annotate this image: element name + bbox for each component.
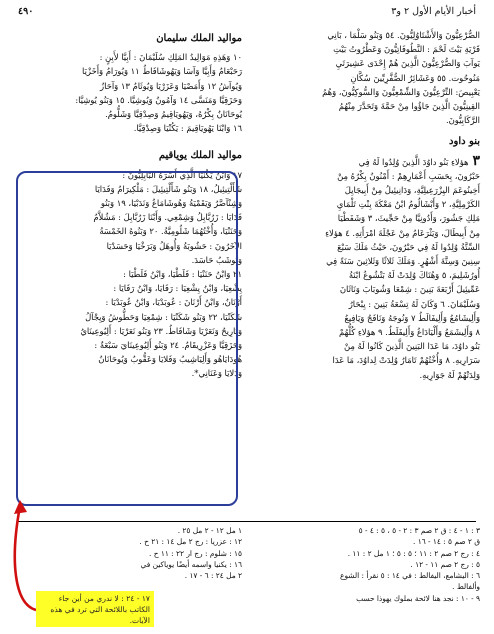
text-line: يِشْعِيَا، وَابْنُ يِشْعِيَا : رَفَايَا، وَابْنُ رَفَايَا : bbox=[113, 283, 242, 294]
text-line: وَأَلِيشَامُعُ وَأَلِيفَالَطُ ٧ وَنُوجَهُ وَنَافَجُ وَيَافِيعُ bbox=[344, 312, 480, 323]
text-line: ١٧ وَابْنُ يَكُنْيَا الَّذِي أَسَرَهُ البَابِلِيُّونَ : bbox=[122, 169, 242, 180]
text-line: عَمِّيئِيلَ أَرْبَعَةَ بَنِينَ : شِمْعَا وَشُوبَابَ وَنَاثَانَ bbox=[339, 284, 480, 295]
text-line: فَدَايَا : زَرُبَّابِلُ وَشِمْعِي. وَأَبْنَا زَرُبَّابِلَ : مَشُلاَّمُ bbox=[93, 212, 242, 223]
footnote-line: وألفالط . bbox=[452, 582, 480, 592]
right-column-body-text bbox=[252, 154, 480, 382]
footnote-line: ق ٢ صم ٥ : ١٤ - ١٦ . bbox=[413, 537, 480, 547]
footnote-line: ٥ : رج ٢ صم ١١ - ١٢ . bbox=[410, 559, 480, 569]
footnote-line: ٩ - ١٠ : نجد هنا لائحة بملوك يهوذا حسب bbox=[356, 593, 480, 603]
text-line: الآخَرُونَ : حَشُوبَةُ وَأُوهَلُ وَبَرَخْيَا وَحَسَدْيَا bbox=[106, 240, 242, 251]
text-line: ٢١ وَابْنُ حَنَنْيَا : فَلَطْيَا، وَابْنُ فَلَطْيَا : bbox=[123, 269, 242, 280]
text-line-content: هؤلاءِ بَنُو داوُدَ الَّذِينَ وُلِدُوا لَهُ فِي bbox=[358, 156, 469, 167]
page-number: ٤٩٠ bbox=[18, 6, 34, 17]
footnote-line: ١٢ : عزريا : رج ٢ مل ١٤ : ٢١ ح . bbox=[139, 537, 242, 547]
text-line: حَبْرُونَ، بِحَسَبِ أَعْمَارِهِمْ : أَمْنُونُ بِكْرُهُ مِنْ bbox=[337, 170, 480, 181]
text-line: مِنْ أَبِيطَالَ، وَيَثْرَعَامُ مِنْ عَجْلَةَ امْرَأَتِهِ. ٤ هؤلاءِ bbox=[325, 227, 480, 238]
text-line: بَنُو داوُدَ، مَا عَدَا البَنِينَ الَّذِينَ كَانُوا لَهُ مِنْ bbox=[343, 341, 480, 352]
text-line: ١٠ وَهَذِهِ مَوَالِيدُ المَلِكِ سُلَيْمَانَ : أَبِيَّا لأَبِنٍ : bbox=[99, 52, 242, 63]
highlight-box bbox=[16, 171, 238, 506]
text-line: وَسُلَيْمَانَ. ٦ وَكَانَ لَهُ تِسْعَةُ بَنِينَ : يِبْحَارُ bbox=[348, 298, 480, 309]
footnote-line: ١٦ : يكنيا واسمه أيضًا يوياكين في bbox=[140, 559, 242, 569]
text-line: شَأَلْتِيئِيلُ، ١٨ وَبَنُو شَأَلْتِيئِيلَ : مَلْكِيرَامُ وَفَدَايَا bbox=[94, 183, 242, 194]
text-line: وَحَزَقِيَّا وَمَنَسَّى ١٤ وَآمُونُ وَيُوشِيَّا. ١٥ وَبَنُو يُوشِيَّا: bbox=[75, 94, 242, 105]
annotation-callout: ١٧ - ٢٤ : لا ندري من أين جاء الكاتب باللائحة التي ترد في هذه الآيات. bbox=[36, 591, 154, 627]
chapter-number: ٣ bbox=[472, 152, 480, 169]
footnote-line: ١٥ : شلوم : رج ار ٢٢ : ١١ ح . bbox=[149, 548, 242, 558]
section-heading-jehoiakim: مواليد الملك يوياقيم bbox=[158, 150, 242, 162]
text-line: الرَّكَابِيُّونَ. bbox=[445, 115, 480, 126]
text-line: أُورُشَلِيمَ، ٥ وَهُنَاكَ وُلِدَتْ لَهُ بَتْشُوعُ ابْنَةُ bbox=[348, 270, 480, 281]
text-line: سَرَارِيهِ. ٨ وَأُخْتُهُمْ تَامَارُ وُلِدَتْ لِداوُدَ، مَا عَدَا bbox=[332, 355, 480, 366]
footnote-line: ٤ : رج ٢ صم ٢ : ١١ ؛ ٥ : ٥ ؛ ١ مل ٢ : ١١ . bbox=[347, 548, 480, 558]
left-column-solomon-text bbox=[10, 50, 242, 135]
section-heading-solomon: مواليد الملك سليمان bbox=[156, 33, 242, 44]
text-line: وَحَزَقِيَّا وَعَزْرِيقَامُ. ٢٤ وَبَنُو أَلِيُوعِينَايَ سَبْعَةٌ : bbox=[94, 340, 242, 351]
text-line: مَنُوحُوت. ٥٥ وَعَشَائِرُ الصُّفَّرِيِّينَ سُكَّانِ bbox=[350, 72, 480, 83]
text-line: مَلِكِ جَشُورَ، وَأَدُونِيَّا مِنْ حَجِّيثَ، ٣ وَشَفَطْيَا bbox=[337, 213, 480, 224]
text-line: سِنِينَ وَسِتَّةَ أَشْهُرٍ. وَمَلَكَ ثَلاثًا وَثَلاثِينَ سَنَةً فِي bbox=[326, 256, 480, 267]
text-line: وَحَنَنْيَا، وَأُخْتُهُمَا شَلُومِيَّةُ. ٢٠ وَبَنُوهُ الخَمْسَةُ bbox=[99, 226, 242, 237]
text-line: أَرْنَانُ، وَابْنُ أَرْنَانَ : عُوبَدْيَا، وَابْنُ عُوبَدْيَا : bbox=[105, 297, 242, 308]
text-line: شَكَنْيَا، ٢٢ وَبَنُو شَكَنْيَا : شِمْعِيَا وَحَطُّوشُ وَيِجْآلُ bbox=[85, 311, 242, 322]
right-column-top-text bbox=[252, 28, 480, 127]
footnote-line: ٣ : ١ - ٤ : ق ٢ صم ٣ : ٢ - ٥ ، ٥ : ٤ - ٥ bbox=[358, 526, 480, 535]
text-line: وَلِدَتْهُمْ لَهُ جَوَارِيهِ. bbox=[419, 369, 480, 380]
right-column bbox=[252, 28, 480, 382]
text-line: يَوآبَ وَالصُّرْعِيُّونَ الَّذِينَ هُمْ إِحْدَى عَشِيرَتَيِ bbox=[335, 58, 480, 69]
footnotes-left bbox=[10, 525, 242, 581]
text-line: الكَرْمِلِيَّةِ، ٢ وَأَبْشَالُومُ ابْنُ مَعْكَةَ بِنْتِ تَلْمَايِ bbox=[336, 199, 480, 210]
text-line: السِّتَّةُ وُلِدُوا لَهُ فِي حَبْرُونَ، حَيْثُ مَلَكَ سَبْعَ bbox=[337, 241, 480, 252]
footnotes-right bbox=[252, 525, 480, 604]
text-line: ٨ وَأَلِيشَمَعُ وَأَلْيَادَاعُ وَأَلِيفَلَطُ. ٩ هؤلاءِ كُلُّهُمْ bbox=[339, 327, 480, 338]
text-line: ١٦ وَابْنَا يَهُويَاقِيمَ : يَكُنْيَا وَصِدْقِيَّا. bbox=[133, 123, 242, 134]
text-line: القِينِيُّونَ الَّذِينَ جَاؤُوا مِنْ حَمَّةَ وَتَحَدَّرَ مِنْهُمُ bbox=[338, 101, 480, 112]
text-line: قَرْيَةِ بَيْتَ لَحْمَ : النَّطُوفَاتِيُّونَ وَعَطْرُوتُ بَيْتِ bbox=[333, 44, 480, 55]
footnote-line: ٦ : اليشامع، اليفالط : في ١٤ : ٥ نقرأ : الشوع bbox=[340, 571, 480, 581]
text-line: يَعْبِيصَ: التِّرْعِيُّونَ وَالشِّمْعِيُّونَ وَالسُّوكِيُّونَ، وَهُمُ bbox=[322, 86, 480, 97]
text-line: هُودَايَاهُو وَأَلِيَاشِيبُ وَفَلايَا وَعَقُّوبُ وَيُوحَانَانُ bbox=[98, 354, 242, 365]
footnote-line: ٢ مل ٢٤ : ٦ - ١٧ . bbox=[184, 571, 242, 581]
text-line: وَدَلايَا وَعَنَانِي*. bbox=[191, 368, 242, 379]
text-line: رَحَبْعَامُ وَأَبِيَّا وَآسَا وَيَهُوشَافَاطُ ١١ وَيُورَامُ وَأَخَزْيَا bbox=[82, 66, 242, 77]
footnote-line: ١ مل ١٢ - ٢ مل ٢٥ . bbox=[177, 526, 242, 535]
footnote-divider bbox=[18, 521, 476, 522]
text-line: وَيُوشَبُ حَاسَدَ. bbox=[191, 254, 242, 265]
text-line: وَيُوآشُ ١٢ وَأَمَصْيَا وَعَزَرْيَا وَيُوثَامُ ١٣ وَآحَازُ bbox=[100, 80, 242, 91]
running-title: أخبار الأيام الأول ٢ و٣ bbox=[391, 6, 476, 17]
section-heading-sons-of-david: بنو داود bbox=[449, 136, 480, 148]
text-line: وَبَارِيحُ وَنَعَرْيَا وَشَافَاطُ. ٢٣ وَبَنُو نَعَرْيَا : أَلِيُوعِينَايُ bbox=[80, 325, 242, 336]
text-line: أَخِينُوعَمَ اليِزْرَعِيلِيَّةِ، وَدَانِيئِيلُ مِنْ أَبِيجَايِلَ bbox=[344, 185, 480, 196]
page-header bbox=[18, 6, 476, 24]
text-line bbox=[252, 154, 480, 169]
text-line: وَشِنْآصَّرُ وَيَقَمْيَةُ وَهُوشَامَاعُ وَنَدَبْيَا، ١٩ وَبَنُو bbox=[100, 198, 242, 209]
text-line: يُوحَانَانُ بِكْرُهُ، وَيَهُويَاقِيمُ وَصِدْقِيَّا وَشَلُّومُ. bbox=[105, 109, 242, 120]
text-line: الصُّرْعِيُّونَ وَالأَشْتَاوُلِيُّونَ. ٥٤ وَبَنُو سَلْمَا ، بَانِي bbox=[327, 30, 480, 40]
